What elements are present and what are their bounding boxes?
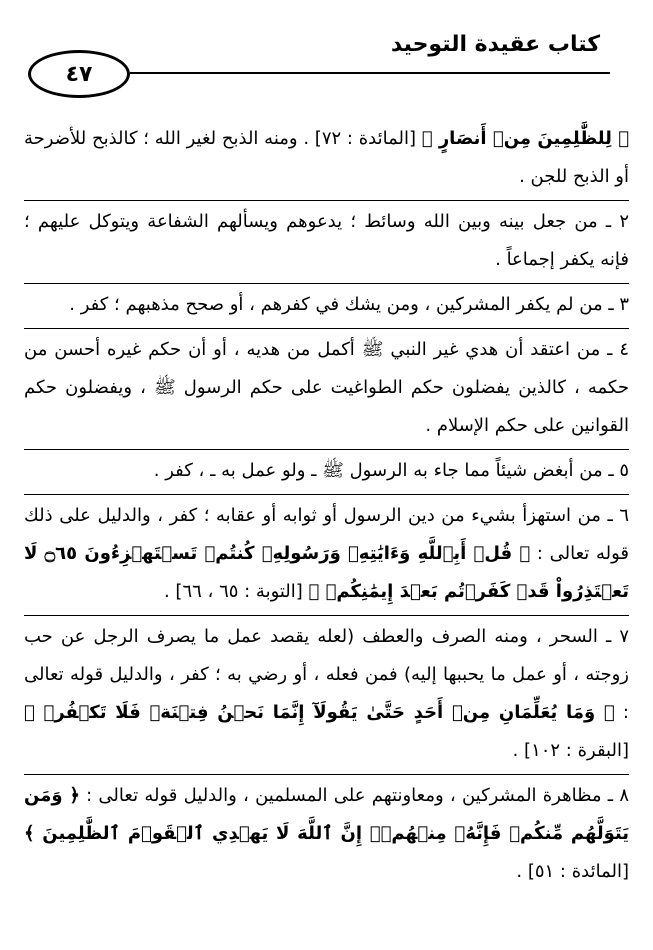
verse-reference: [المائدة : ٥١] .	[516, 861, 629, 882]
paragraph-6	[24, 494, 629, 615]
paragraph-2	[24, 200, 629, 283]
verse-reference: [التوبة : ٦٥ ، ٦٦] .	[163, 581, 309, 602]
paragraph-7	[24, 615, 629, 774]
paragraph-5	[24, 449, 629, 494]
paragraph-text: ٨ ـ مظاهرة المشركين ، ومعاونتهم على المسلمين ، والدليل قوله تعالى :	[79, 785, 629, 806]
header-rule	[130, 72, 610, 74]
page-header	[20, 26, 610, 86]
paragraph-text: ٧ ـ السحر ، ومنه الصرف والعطف (لعله يقصد عمل ما يصرف الرجل عن حب زوجته ، أو عمل ما يحببها إليه) فمن فعله ، أو رضي به ؛ كفر ، والدليل قوله تعالى :	[24, 626, 629, 723]
quran-verse: ﴿ وَمَا يُعَلِّمَانِ مِنۡ أَحَدٍ حَتَّىٰ يَقُولَآ إِنَّمَا نَحۡنُ فِتۡنَةٞ فَلَا تَكۡفُرۡ ﴾	[24, 702, 615, 723]
paragraph-text: ٢ ـ من جعل بينه وبين الله وسائط ؛ يدعوهم ويسألهم الشفاعة ويتوكل عليهم ؛ فإنه يكفر إجماعاً .	[24, 211, 629, 270]
quran-verse: ﴿ وَمَن يَتَوَلَّهُم مِّنكُمۡ فَإِنَّهُۥ مِنۡهُمۡۗ إِنَّ ٱللَّهَ لَا يَهۡدِي ٱلۡقَوۡمَ ٱلظَّٰلِمِينَ ﴾	[24, 785, 629, 844]
page-body	[24, 118, 629, 895]
paragraph-text: ٤ ـ من اعتقد أن هدي غير النبي ﷺ أكمل من هديه ، أو أن حكم غيره أحسن من حكمه ، كالذين يفضلون حكم الطواغيت على حكم الرسول ﷺ ، ويفضلون حكم القوانين على حكم الإسلام .	[24, 339, 629, 436]
verse-reference: [البقرة : ١٠٢] .	[512, 740, 629, 761]
page-number: ٤٧	[28, 50, 130, 98]
paragraph-text: ٣ ـ من لم يكفر المشركين ، ومن يشك في كفرهم ، أو صحح مذهبهم ؛ كفر .	[69, 294, 629, 315]
paragraph-text: ٥ ـ من أبغض شيئاً مما جاء به الرسول ﷺ ـ ولو عمل به ـ ، كفر .	[153, 460, 629, 481]
paragraph-text: [المائدة : ٧٢] . ومنه الذبح لغير الله ؛ كالذبح للأضرحة أو الذبح للجن .	[24, 128, 629, 187]
quran-verse: ﴿ قُلۡ أَبِٱللَّهِ وَءَايَٰتِهِۦ وَرَسُولِهِۦ كُنتُمۡ تَسۡتَهۡزِءُونَ ۝٦٥ لَا تَعۡتَذِرُواْ قَدۡ كَفَرۡتُم بَعۡدَ إِيمَٰنِكُمۡ ﴾	[24, 543, 629, 602]
paragraph-4	[24, 328, 629, 449]
paragraph-8	[24, 774, 629, 895]
book-title: كتاب عقيدة التوحيد	[390, 32, 600, 57]
paragraph-3	[24, 283, 629, 328]
quran-verse: ﴿ لِلظَّٰلِمِينَ مِنۡ أَنصَارٍ ﴾	[421, 128, 629, 149]
paragraph-1	[24, 118, 629, 200]
paragraph-text: ٦ ـ من استهزأ بشيء من دين الرسول أو ثوابه أو عقابه ؛ كفر ، والدليل على ذلك قوله تعالى :	[24, 505, 629, 564]
